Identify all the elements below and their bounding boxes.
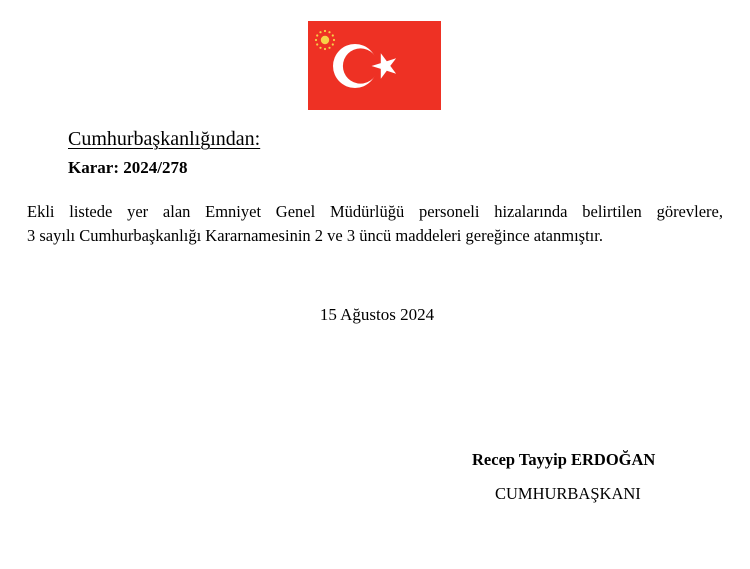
- turkish-flag-icon: [308, 21, 441, 110]
- decision-number: Karar: 2024/278: [68, 158, 188, 177]
- signatory-name: Recep Tayyip ERDOĞAN: [472, 450, 656, 469]
- issuer-heading: Cumhurbaşkanlığından:: [68, 128, 261, 150]
- body-line: Ekli listede yer alan Emniyet Genel Müdürlüğü personeli hizalarında belirtilen görevlere,: [27, 202, 723, 221]
- body-line: 3 sayılı Cumhurbaşkanlığı Kararnamesinin 2 ve 3 üncü maddeleri gereğince atanmıştır.: [27, 226, 603, 245]
- signatory-title: CUMHURBAŞKANI: [495, 484, 641, 503]
- decision-date: 15 Ağustos 2024: [319, 305, 435, 324]
- decision-body: [27, 200, 723, 248]
